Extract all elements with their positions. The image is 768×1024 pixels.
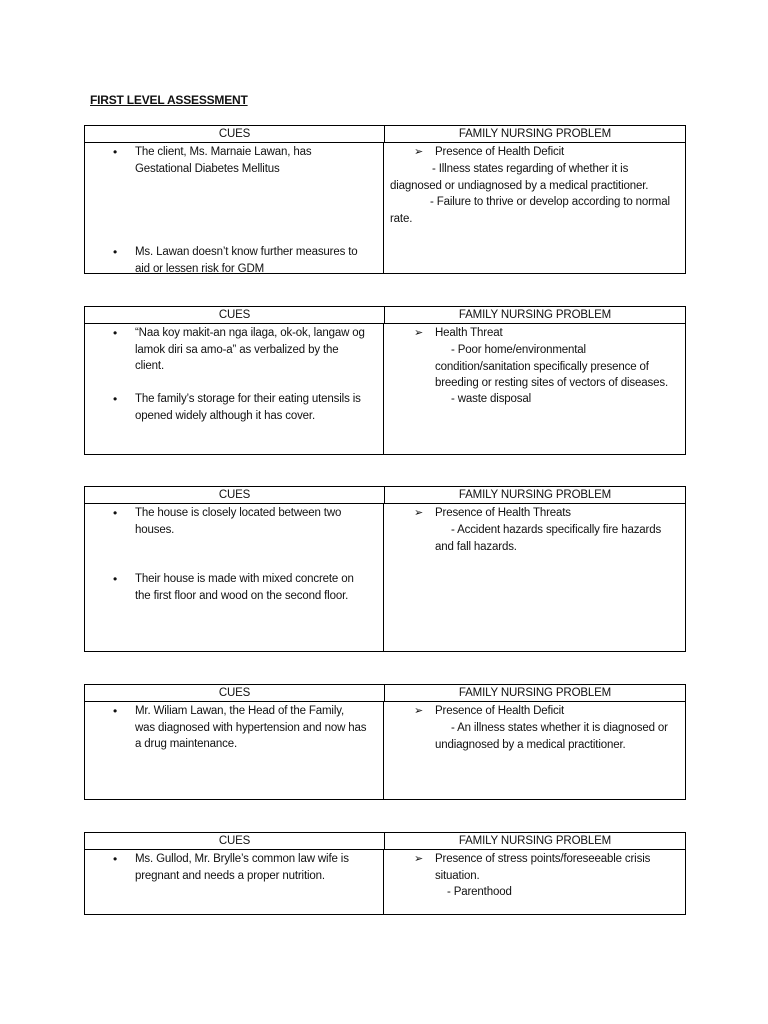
table-header (85, 126, 685, 143)
problem-item (414, 505, 679, 522)
cue-item (113, 144, 367, 177)
bullet-icon: • (113, 506, 118, 520)
problem-text: Presence of Health Threats (435, 507, 571, 519)
table-header (85, 487, 685, 504)
cues-header: CUES (85, 126, 385, 142)
bullet-icon: • (113, 245, 118, 259)
cues-cell (85, 143, 384, 274)
page-title: FIRST LEVEL ASSESSMENT (90, 93, 248, 107)
cues-cell (85, 324, 384, 455)
assessment-table-3 (84, 486, 686, 652)
arrow-icon: ➢ (414, 507, 424, 519)
cue-text: Mr. Wiliam Lawan, the Head of the Family, was diagnosed with hypertension and now has a drug maintenance. (135, 705, 367, 750)
problem-text: Presence of Health Deficit (435, 705, 565, 717)
cue-text: Ms. Gullod, Mr. Brylle’s common law wife is pregnant and needs a proper nutrition. (135, 853, 349, 882)
problem-detail: - Failure to thrive or develop according to normal rate. (390, 196, 670, 225)
problem-cell (384, 143, 685, 274)
fnp-header: FAMILY NURSING PROBLEM (458, 687, 612, 699)
cue-text: “Naa koy makit-an nga ilaga, ok-ok, langaw og lamok diri sa amo-a” as verbalized by the client. (135, 327, 365, 372)
cue-text: The client, Ms. Marnaie Lawan, has Gestational Diabetes Mellitus (135, 146, 312, 175)
problem-text: Presence of Health Deficit (435, 146, 565, 158)
bullet-icon: • (113, 704, 118, 718)
problem-cell (384, 504, 685, 652)
fnp-header: FAMILY NURSING PROBLEM (458, 128, 612, 140)
bullet-icon: • (113, 145, 118, 159)
cues-header: CUES (85, 685, 385, 701)
problem-text: Health Threat (435, 327, 503, 339)
assessment-table-4 (84, 684, 686, 800)
cue-text: The house is closely located between two houses. (135, 507, 342, 536)
arrow-icon: ➢ (414, 146, 424, 158)
bullet-icon: • (113, 326, 118, 340)
arrow-icon: ➢ (414, 853, 424, 865)
cue-item (113, 703, 367, 753)
problem-item (414, 703, 679, 720)
cue-item (113, 244, 367, 277)
bullet-icon: • (113, 572, 118, 586)
cues-cell (85, 702, 384, 800)
table-header (85, 833, 685, 850)
problem-detail: - Accident hazards specifically fire hazards and fall hazards. (435, 524, 662, 553)
table-header (85, 685, 685, 702)
problem-item (414, 851, 679, 884)
problem-cell (384, 850, 685, 915)
assessment-table-5 (84, 832, 686, 915)
arrow-icon: ➢ (414, 327, 424, 339)
fnp-header: FAMILY NURSING PROBLEM (458, 309, 612, 321)
cue-text: The family’s storage for their eating utensils is opened widely although it has cover. (135, 393, 361, 422)
arrow-icon: ➢ (414, 705, 424, 717)
problem-detail: - Poor home/environmental condition/sanitation specifically presence of breeding or resting sites of vectors of diseases. (435, 344, 668, 389)
cues-header: CUES (85, 833, 385, 849)
problem-cell (384, 324, 685, 455)
problem-item (414, 325, 679, 342)
problem-detail: - Illness states regarding of whether it is diagnosed or undiagnosed by a medical practitioner. (390, 163, 649, 192)
cue-text: Ms. Lawan doesn’t know further measures to aid or lessen risk for GDM (135, 246, 358, 275)
problem-detail: - Parenthood (447, 886, 512, 898)
cues-cell (85, 850, 384, 915)
problem-cell (384, 702, 685, 800)
cue-item (113, 391, 367, 424)
problem-detail: - waste disposal (451, 393, 532, 405)
problem-item (414, 144, 679, 161)
cues-header: CUES (85, 487, 385, 503)
table-header (85, 307, 685, 324)
fnp-header: FAMILY NURSING PROBLEM (458, 489, 612, 501)
bullet-icon: • (113, 392, 118, 406)
assessment-table-1 (84, 125, 686, 274)
cue-item (113, 325, 367, 375)
cue-item (113, 505, 367, 538)
cue-text: Their house is made with mixed concrete on the first floor and wood on the second floor. (135, 573, 354, 602)
cues-cell (85, 504, 384, 652)
fnp-header: FAMILY NURSING PROBLEM (458, 835, 612, 847)
cue-item (113, 851, 367, 884)
bullet-icon: • (113, 852, 118, 866)
problem-text: Presence of stress points/foreseeable crisis situation. (435, 853, 651, 882)
cue-item (113, 571, 367, 604)
problem-detail: - An illness states whether it is diagnosed or undiagnosed by a medical practitioner. (435, 722, 668, 751)
assessment-table-2 (84, 306, 686, 455)
cues-header: CUES (85, 307, 385, 323)
